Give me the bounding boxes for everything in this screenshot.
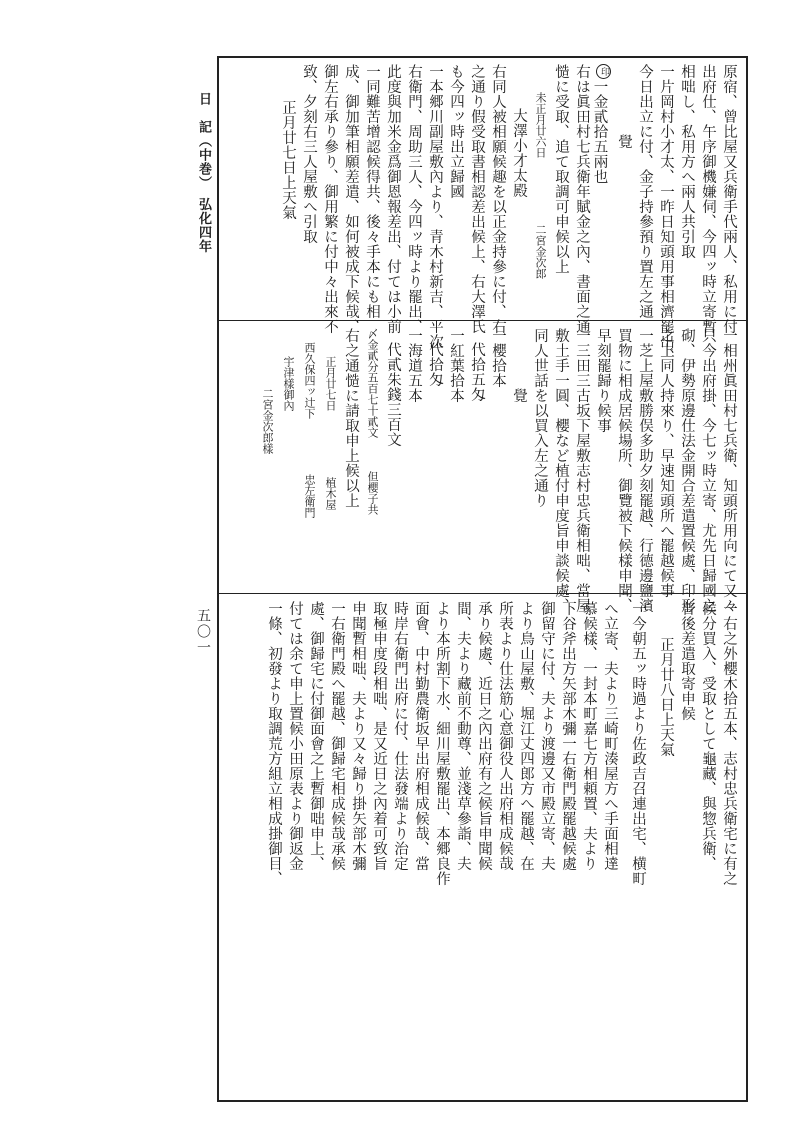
text-column: 御留守に付、夫より渡邊又市殿立寄、夫 bbox=[539, 601, 555, 871]
text-column: 一三田三古坂下屋敷志村忠兵衛相咄、當屋 bbox=[574, 328, 590, 613]
text-column: 取極申度段相咄、是又近日之內着可致旨 bbox=[371, 601, 387, 871]
text-column: 一紅葉拾本 bbox=[448, 328, 464, 403]
text-column: も今四ッ時出立歸國 bbox=[448, 64, 464, 199]
text-column: 申聞暫相咄、夫より又々歸り掛矢部木彌 bbox=[350, 601, 366, 871]
text-column: 敷土手一圓、櫻など植付申度旨申談候處、 bbox=[553, 328, 569, 613]
running-title: 日 記（中巻） 弘化四年 bbox=[196, 92, 211, 254]
text-column: 時岸右衛門出府に付、仕法發端より治定 bbox=[392, 601, 408, 871]
text-column: 右之通慥に請取申上候以上 bbox=[343, 328, 359, 508]
text-column: 之通り假受取書相認差出候上、右大澤氏 bbox=[469, 64, 485, 334]
text-column-with-seal bbox=[591, 64, 611, 316]
text-column: 出府仕、午序御機嫌伺、今四ッ時立寄暫 bbox=[700, 64, 716, 334]
text-column: 御左右承り參り、御用繁に付中々出來不 bbox=[322, 64, 338, 334]
text-column-body: 一金貳拾五兩也 bbox=[591, 79, 608, 184]
text-column: より本所割下水、細川屋敷罷出、本郷良作 bbox=[434, 601, 450, 886]
text-column: 代拾匁 bbox=[427, 342, 443, 387]
text-column: 原宿、曾比屋又兵衛手代兩人、私用に付 bbox=[721, 64, 737, 334]
lower-text-band bbox=[220, 597, 745, 1097]
text-column: 早刻罷歸り候事 bbox=[595, 328, 611, 433]
text-column-address: 西久保四ッ辻下 忠左衛門 bbox=[303, 342, 316, 518]
text-column: 同人世話を以買入左之通り bbox=[532, 328, 548, 508]
text-column: 一右之外櫻木拾五本、志村忠兵衛宅に有之 bbox=[721, 601, 737, 886]
text-column: 一片岡村小才太、一昨日知頭用事相濟罷出、 bbox=[658, 64, 674, 364]
text-column-addressee: 二宮金次郎樣 bbox=[261, 388, 274, 454]
text-column: 間、夫より藏前不動尊、並淺草參詣、夫 bbox=[455, 601, 471, 871]
text-column: 買物に相成居候場所、御覽被下候樣申聞、 bbox=[616, 328, 632, 613]
text-column-weather: 正月廿八日上天氣 bbox=[658, 637, 674, 757]
text-column: へ立寄、夫より三崎町湊屋方へ手面相達 bbox=[602, 601, 618, 871]
text-column: 慕候樣、一封本町嘉七方相頼置、夫より bbox=[581, 601, 597, 871]
text-column-weather: 正月廿七日上天氣 bbox=[280, 100, 296, 220]
text-column: 致、夕刻右三人屋敷へ引取 bbox=[301, 64, 317, 244]
text-column: 候分買入、受取として龜藏、與惣兵衛、 bbox=[700, 601, 716, 871]
seal-icon: 印 bbox=[596, 64, 611, 79]
text-column: 下谷斧出方矢部木彌一右衛門殿罷越候處 bbox=[560, 601, 576, 871]
text-column: 右衛門、周助三人、今四ッ時より罷出、 bbox=[406, 64, 422, 334]
text-column: 代拾五匁 bbox=[469, 342, 485, 402]
text-column-date: 未正月廿六日 二宮金次郎 bbox=[534, 92, 547, 279]
text-column-date: 正月廿七日 植木屋 bbox=[324, 356, 337, 510]
text-column: より鳥山屋敷、堀江丈四郎方へ罷越、在 bbox=[518, 601, 534, 871]
middle-text-band bbox=[220, 324, 745, 613]
text-column: 承り候處、近日之內出府有之候旨申聞候 bbox=[476, 601, 492, 871]
text-column: 代貳朱錢三百文 bbox=[385, 342, 401, 447]
text-column-addressee: 大澤小才太殿 bbox=[511, 108, 527, 198]
text-column: 付ては余て申上置候小田原表より御返金 bbox=[287, 601, 303, 871]
text-column: 成、御加筆相願差遣、如何被成下候哉、 bbox=[343, 64, 359, 334]
text-column: 右同人被相願候趣を以正金持參に付、右 bbox=[490, 64, 506, 334]
text-column: 一本郷川副屋敷內より、青木村新吉、平次 bbox=[427, 64, 443, 349]
text-column: 一同難苦增認候得共、後々手本にも相 bbox=[364, 64, 380, 319]
text-column: 今日出立に付、金子持參預り置左之通 bbox=[637, 64, 653, 319]
text-column-total: 〆金貳分五百七十貳文 但櫻子共 bbox=[366, 328, 379, 515]
text-column: 相咄し、私用方へ兩人共引取 bbox=[679, 64, 695, 259]
text-column: 所表より仕法筋心意御役人出府相成候哉 bbox=[497, 601, 513, 871]
text-column: 一相州眞田村七兵衛、知頭所用向にて又々 bbox=[721, 328, 737, 613]
text-column: 一櫻拾本 bbox=[490, 328, 506, 388]
text-column: 一條、初發より取調荒方組立相成掛御目、 bbox=[266, 601, 282, 886]
text-column: 一今朝五ッ時過より佐政吉召連出宅、横町 bbox=[630, 601, 646, 886]
text-column: 處、御歸宅に付御面會之上暫御咄申上、 bbox=[308, 601, 324, 871]
text-column: 右は眞田村七兵衛年賦金之內、書面之通 bbox=[574, 64, 590, 334]
text-column: 面會、中村勤農衛坂早出府相成候哉、當 bbox=[413, 601, 429, 871]
page-number: 五〇一 bbox=[195, 608, 211, 656]
text-column-address: 宇津樣御內 bbox=[282, 356, 295, 411]
text-column: 一右衛門殿へ罷越、御歸宅相成候哉承候 bbox=[329, 601, 345, 871]
text-column: 一海道五本 bbox=[406, 328, 422, 403]
text-column: 覺 bbox=[616, 134, 632, 149]
text-column: 之上同人持來り、早速知頭所へ罷越候事 bbox=[658, 328, 674, 598]
text-column: 慥に受取、追て取調可申候以上 bbox=[553, 64, 569, 274]
text-column: 只今出府掛、今七ッ時立寄、尤先日歸國之 bbox=[700, 328, 716, 613]
text-column: 一芝上屋敷勝俣多助夕刻罷越、行德邊鹽濱 bbox=[637, 328, 653, 613]
text-column: 普後差遣取寄申候 bbox=[679, 601, 695, 721]
text-column: 砌、伊勢原邊仕法金開合差遣置候處、印形 bbox=[679, 328, 695, 613]
text-column: 覺 bbox=[511, 388, 527, 403]
text-column: 此度與加米金爲御恩報差出、付ては小前 bbox=[385, 64, 401, 334]
